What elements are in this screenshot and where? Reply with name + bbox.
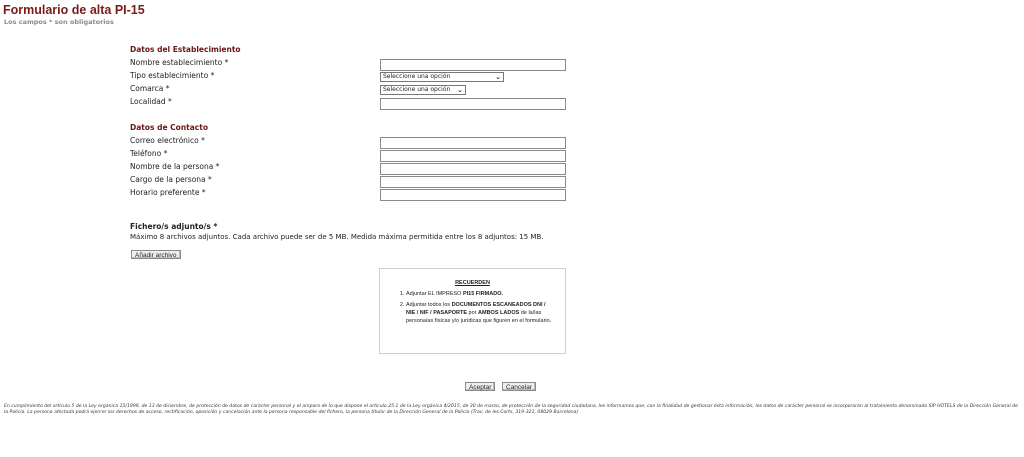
correo-input[interactable] bbox=[380, 137, 566, 149]
cancel-button[interactable]: Cancelar bbox=[502, 382, 536, 391]
attachments-heading: Fichero/s adjunto/s * bbox=[130, 222, 218, 231]
add-file-button[interactable]: Añadir archivo bbox=[131, 250, 181, 259]
section-heading-establecimiento: Datos del Establecimiento bbox=[130, 45, 241, 54]
tipo-establecimiento-select[interactable] bbox=[380, 72, 504, 82]
reminder-box bbox=[379, 268, 566, 354]
reminder-item: 1. Adjuntar EL IMPRESO PI15 FIRMADO. bbox=[406, 290, 556, 298]
attachments-info: Máximo 8 archivos adjuntos. Cada archivo puede ser de 5 MB. Medida máxima permitida entre los 8 adjuntos: 15 MB. bbox=[130, 233, 544, 241]
reminder-heading: RECUERDEN bbox=[455, 280, 490, 286]
label-comarca: Comarca * bbox=[130, 84, 170, 93]
label-correo: Correo electrónico * bbox=[130, 136, 205, 145]
nombre-establecimiento-input[interactable] bbox=[380, 59, 566, 71]
required-fields-note: Los campos * son obligatorios bbox=[4, 18, 114, 26]
horario-preferente-input[interactable] bbox=[380, 189, 566, 201]
section-heading-contacto: Datos de Contacto bbox=[130, 123, 208, 132]
comarca-select[interactable] bbox=[380, 85, 466, 95]
accept-button[interactable]: Aceptar bbox=[465, 382, 495, 391]
label-telefono: Teléfono * bbox=[130, 149, 168, 158]
label-horario-preferente: Horario preferente * bbox=[130, 188, 206, 197]
label-nombre-establecimiento: Nombre establecimiento * bbox=[130, 58, 229, 67]
label-cargo-persona: Cargo de la persona * bbox=[130, 175, 212, 184]
reminder-list bbox=[394, 290, 556, 328]
reminder-item: 2. Adjuntar todos los DOCUMENTOS ESCANEADOS DNI / NIE / NIF / PASAPORTE por AMBOS LADOS de la/las persona/as físicas y/o jurídicas que figuren en el formulario. bbox=[406, 301, 556, 325]
legal-notice: En cumplimiento del artículo 5 de la Ley orgánica 15/1999, de 13 de diciembre, de protección de datos de carácter personal y el amparo de lo que dispone el artículo 25.1 de la Ley orgánica 4/2015, de 30 de marzo, de protección de la seguridad ciudadana, les informamos que, con la finalidad de gestionar ésta información, los datos de carácter personal se incorporarán al tratamiento denominado SIP HOTELS de la Dirección General de la Policía. La persona afectada podrá ejercer los derechos de acceso, rectificación, oposición y cancelación ante la persona responsable del fichero, la persona titular de la Dirección General de la Policía (Trav. de les Corts, 319-321, 08029 Barcelona) bbox=[4, 404, 1018, 415]
telefono-input[interactable] bbox=[380, 150, 566, 162]
tipo-establecimiento-selected: Seleccione una opción bbox=[383, 73, 451, 80]
label-localidad: Localidad * bbox=[130, 97, 172, 106]
page-title: Formulario de alta PI-15 bbox=[3, 3, 145, 17]
comarca-selected: Seleccione una opción bbox=[383, 86, 451, 93]
label-tipo-establecimiento: Tipo establecimiento * bbox=[130, 71, 215, 80]
chevron-down-icon: ⌄ bbox=[495, 73, 501, 81]
localidad-input[interactable] bbox=[380, 98, 566, 110]
cargo-persona-input[interactable] bbox=[380, 176, 566, 188]
label-nombre-persona: Nombre de la persona * bbox=[130, 162, 220, 171]
chevron-down-icon: ⌄ bbox=[457, 86, 463, 94]
nombre-persona-input[interactable] bbox=[380, 163, 566, 175]
